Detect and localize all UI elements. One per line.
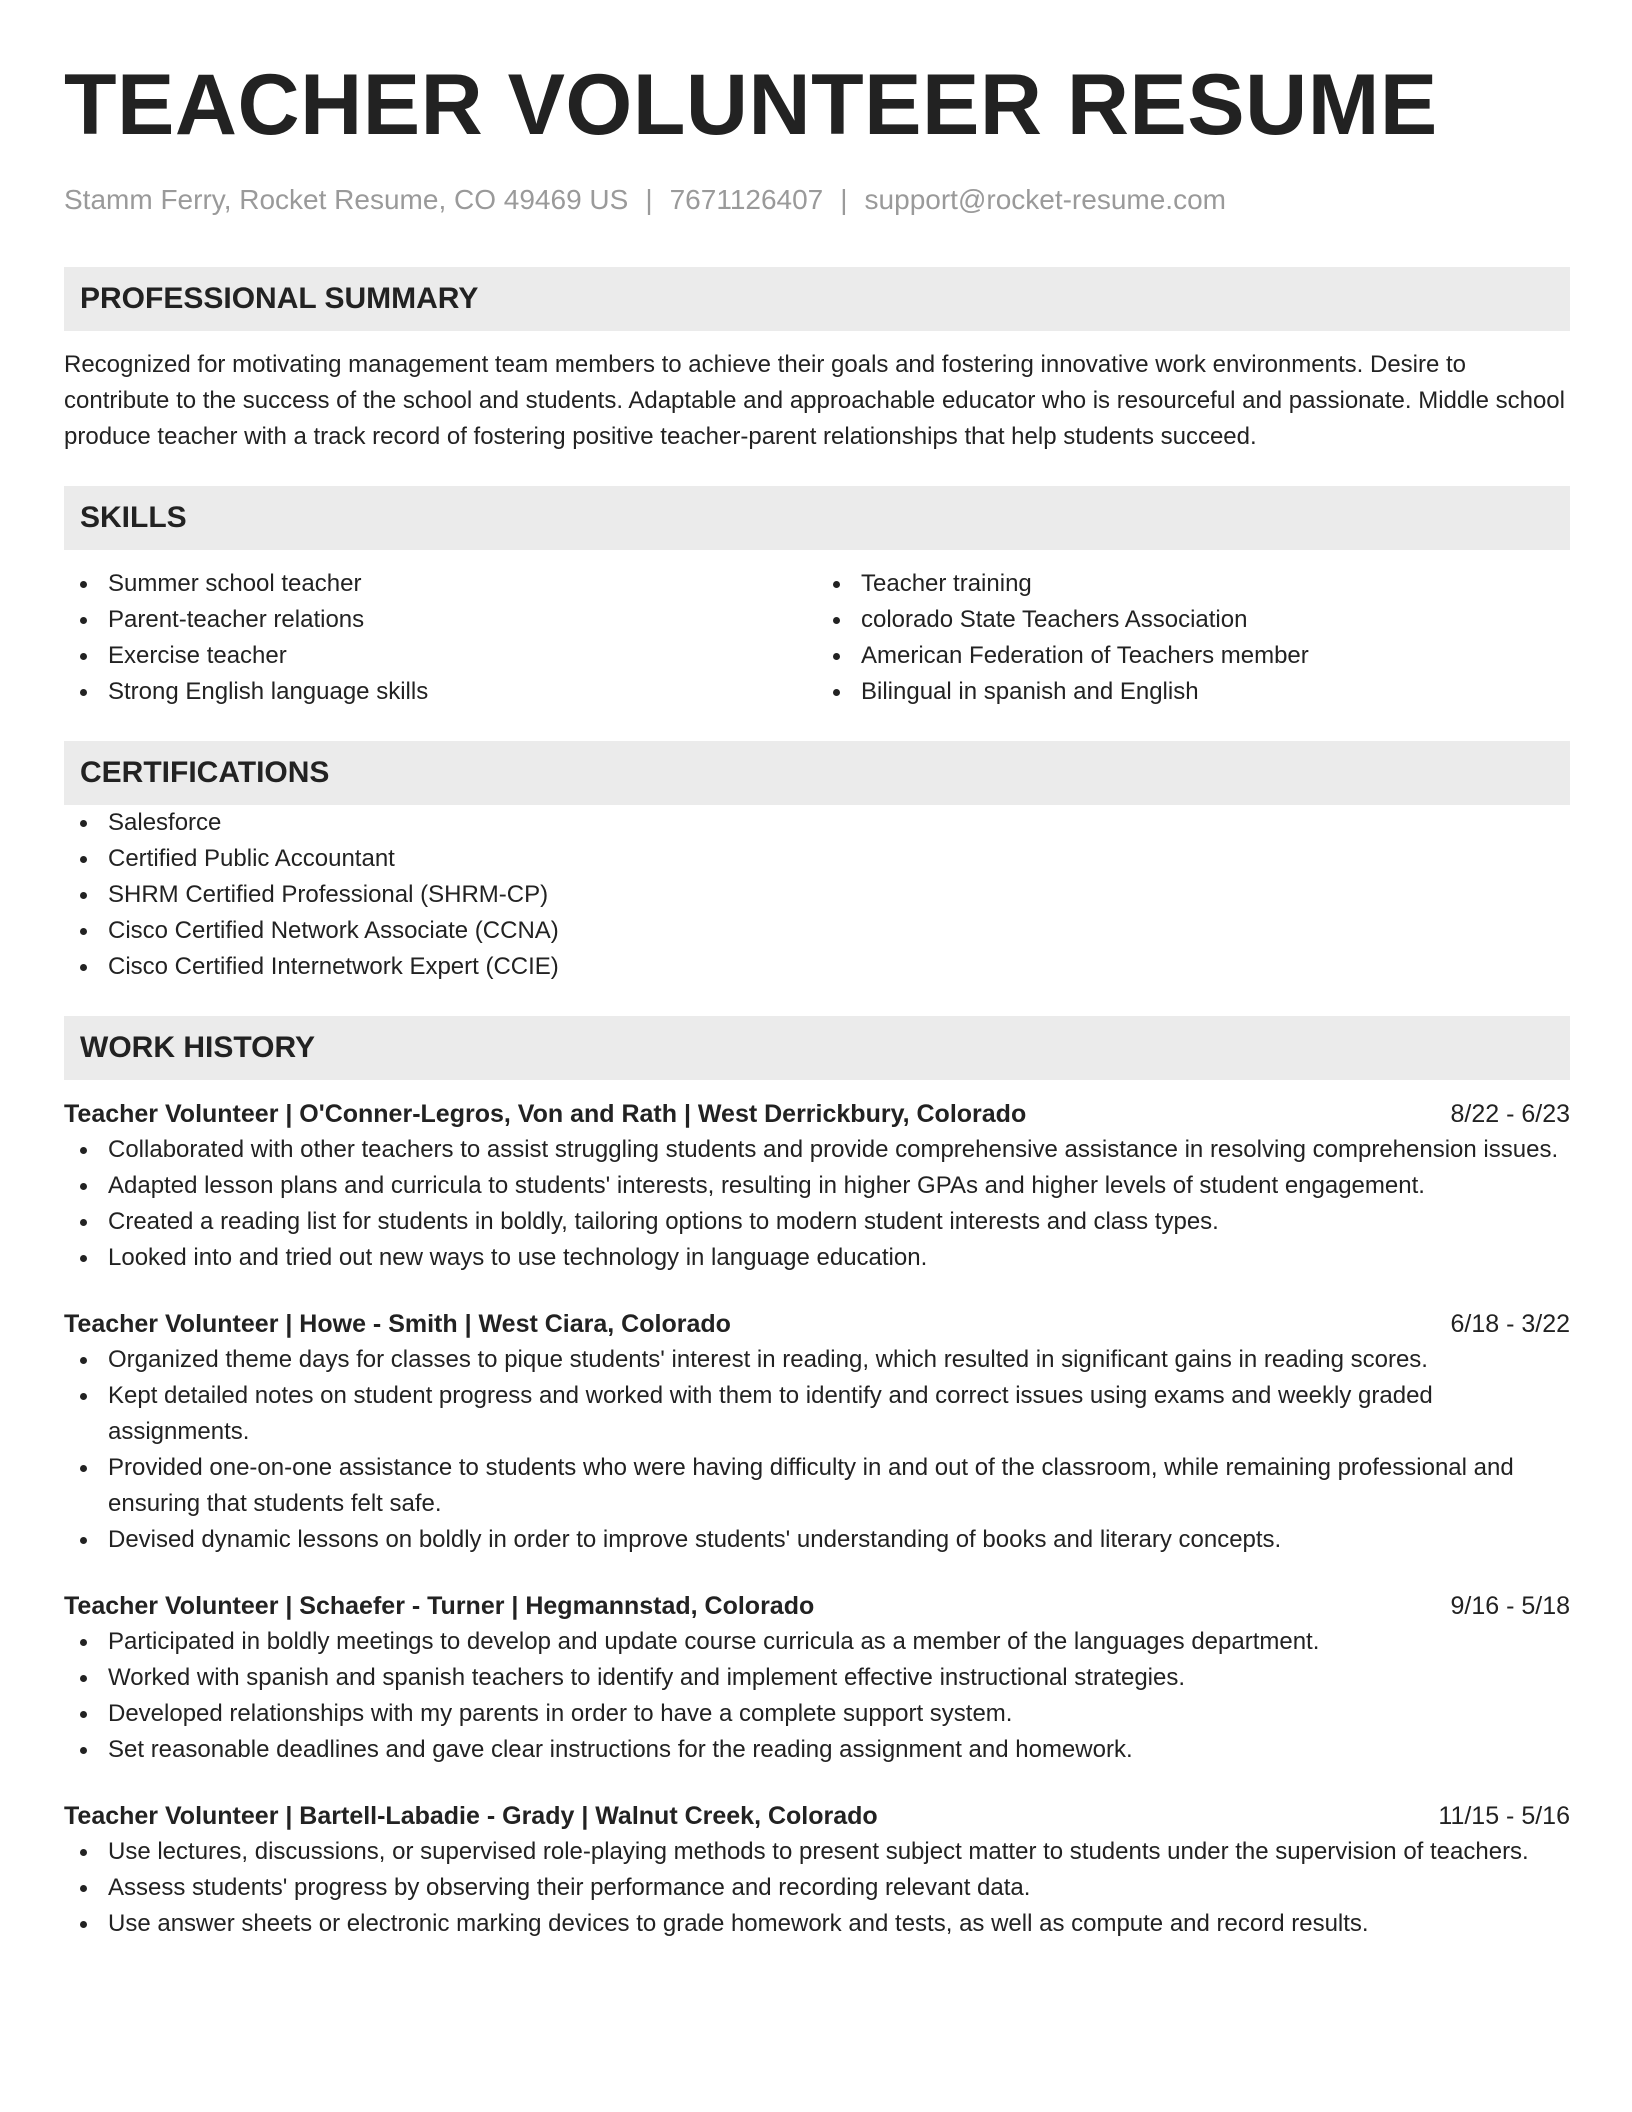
contact-phone: 7671126407	[669, 184, 824, 215]
resume-title: TEACHER VOLUNTEER RESUME	[64, 57, 1438, 153]
job-dates: 9/16 - 5/18	[1450, 1592, 1570, 1620]
job-title: Teacher Volunteer | O'Conner-Legros, Von and Rath | West Derrickbury, Colorado	[64, 1100, 1027, 1128]
job-bullets	[64, 1132, 1570, 1276]
job-bullet: Set reasonable deadlines and gave clear instructions for the reading assignment and homework.	[64, 1732, 1570, 1768]
job-bullet: Participated in boldly meetings to develop and update course curricula as a member of the languages department.	[64, 1624, 1570, 1660]
skill-item: Exercise teacher	[64, 638, 817, 674]
skill-item: Strong English language skills	[64, 674, 817, 710]
contact-separator: |	[840, 184, 848, 215]
job-bullet: Looked into and tried out new ways to use technology in language education.	[64, 1240, 1570, 1276]
skill-item: colorado State Teachers Association	[817, 602, 1570, 638]
job-dates: 8/22 - 6/23	[1450, 1100, 1570, 1128]
job-bullet: Adapted lesson plans and curricula to students' interests, resulting in higher GPAs and higher levels of student engagement.	[64, 1168, 1570, 1204]
job-header	[64, 1588, 1570, 1624]
job-bullet: Developed relationships with my parents in order to have a complete support system.	[64, 1696, 1570, 1732]
job-entry	[64, 1306, 1570, 1558]
job-entry	[64, 1798, 1570, 1942]
job-header	[64, 1096, 1570, 1132]
contact-separator: |	[645, 184, 653, 215]
work-history-heading: WORK HISTORY	[64, 1016, 1570, 1080]
job-dates: 6/18 - 3/22	[1450, 1310, 1570, 1338]
job-entry	[64, 1096, 1570, 1276]
job-bullet: Assess students' progress by observing their performance and recording relevant data.	[64, 1870, 1570, 1906]
job-bullets	[64, 1834, 1570, 1942]
job-title: Teacher Volunteer | Howe - Smith | West Ciara, Colorado	[64, 1310, 731, 1338]
certification-item: Cisco Certified Internetwork Expert (CCIE)	[64, 949, 1570, 985]
contact-line	[64, 184, 1570, 216]
certifications-heading: CERTIFICATIONS	[64, 741, 1570, 805]
job-header	[64, 1306, 1570, 1342]
summary-heading: PROFESSIONAL SUMMARY	[64, 267, 1570, 331]
job-header	[64, 1798, 1570, 1834]
job-bullet: Use answer sheets or electronic marking devices to grade homework and tests, as well as compute and record results.	[64, 1906, 1570, 1942]
job-bullet: Devised dynamic lessons on boldly in order to improve students' understanding of books and literary concepts.	[64, 1522, 1570, 1558]
job-bullet: Provided one-on-one assistance to students who were having difficulty in and out of the classroom, while remaining professional and ensuring that students felt safe.	[64, 1450, 1570, 1522]
job-bullet: Organized theme days for classes to pique students' interest in reading, which resulted in significant gains in reading scores.	[64, 1342, 1570, 1378]
job-bullet: Use lectures, discussions, or supervised role-playing methods to present subject matter to students under the supervision of teachers.	[64, 1834, 1570, 1870]
skills-column-right	[817, 566, 1570, 710]
job-dates: 11/15 - 5/16	[1438, 1802, 1570, 1830]
contact-email: support@rocket-resume.com	[864, 184, 1226, 215]
skills-list-right	[817, 566, 1570, 710]
job-bullets	[64, 1342, 1570, 1558]
skills-heading: SKILLS	[64, 486, 1570, 550]
skills-column-left	[64, 566, 817, 710]
job-bullet: Created a reading list for students in boldly, tailoring options to modern student interests and class types.	[64, 1204, 1570, 1240]
skill-item: Bilingual in spanish and English	[817, 674, 1570, 710]
skill-item: Summer school teacher	[64, 566, 817, 602]
job-entry	[64, 1588, 1570, 1768]
certification-item: Cisco Certified Network Associate (CCNA)	[64, 913, 1570, 949]
job-title: Teacher Volunteer | Bartell-Labadie - Grady | Walnut Creek, Colorado	[64, 1802, 878, 1830]
job-bullet: Kept detailed notes on student progress and worked with them to identify and correct issues using exams and weekly graded assignments.	[64, 1378, 1570, 1450]
job-bullets	[64, 1624, 1570, 1768]
certification-item: Certified Public Accountant	[64, 841, 1570, 877]
job-bullet: Collaborated with other teachers to assist struggling students and provide comprehensive assistance in resolving comprehension issues.	[64, 1132, 1570, 1168]
skills-list-left	[64, 566, 817, 710]
skills-grid	[64, 566, 1570, 710]
job-title: Teacher Volunteer | Schaefer - Turner | Hegmannstad, Colorado	[64, 1592, 815, 1620]
certifications-list	[64, 805, 1570, 985]
certification-item: Salesforce	[64, 805, 1570, 841]
skill-item: Teacher training	[817, 566, 1570, 602]
skill-item: Parent-teacher relations	[64, 602, 817, 638]
skill-item: American Federation of Teachers member	[817, 638, 1570, 674]
job-bullet: Worked with spanish and spanish teachers to identify and implement effective instructional strategies.	[64, 1660, 1570, 1696]
summary-text: Recognized for motivating management team members to achieve their goals and fostering innovative work environments. Desire to contribute to the success of the school and students. Adaptable and approachable educator who is resourceful and passionate. Middle school produce teacher with a track record of fostering positive teacher-parent relationships that help students succeed.	[64, 351, 1565, 450]
certification-item: SHRM Certified Professional (SHRM-CP)	[64, 877, 1570, 913]
contact-address: Stamm Ferry, Rocket Resume, CO 49469 US	[64, 184, 629, 215]
